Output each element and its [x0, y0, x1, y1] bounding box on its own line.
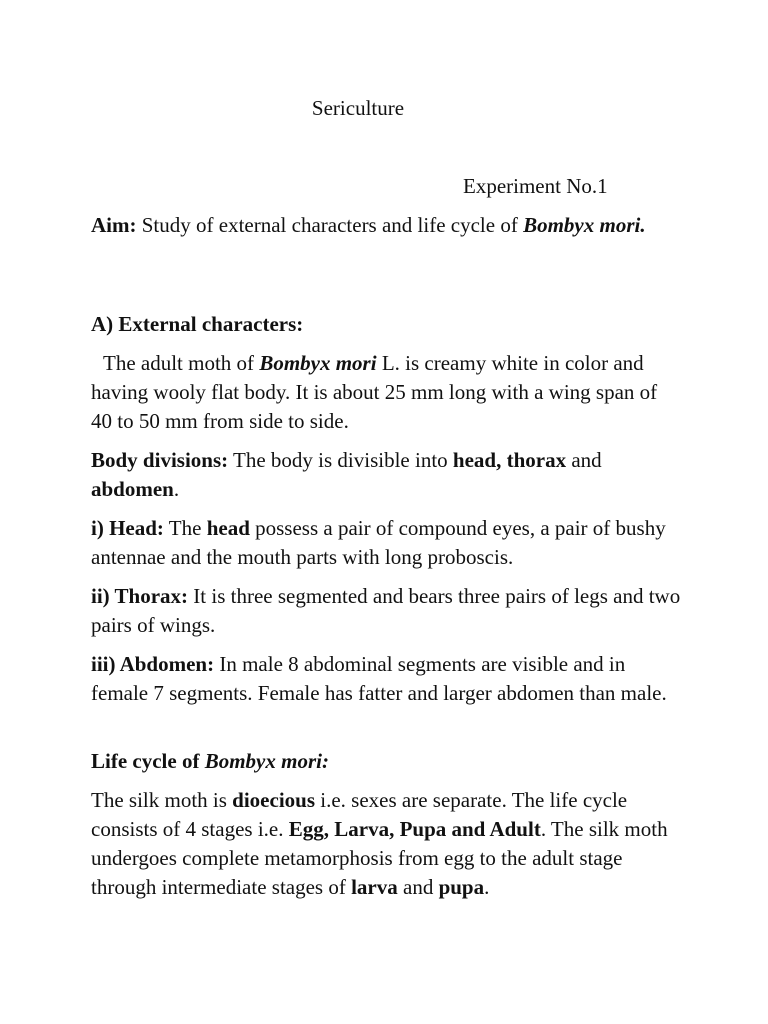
thorax-paragraph: ii) Thorax: It is three segmented and bears three pairs of legs and two pairs of wings. — [91, 584, 681, 637]
life-cycle-heading: Life cycle of Bombyx mori: — [91, 749, 329, 773]
intro-species: Bombyx mori — [259, 351, 377, 375]
life-cycle-species: Bombyx mori: — [204, 749, 329, 773]
head-label: i) Head: — [91, 516, 164, 540]
abdomen-paragraph: iii) Abdomen: In male 8 abdominal segments are visible and in female 7 segments. Female has fatter and larger abdomen than male. — [91, 652, 667, 705]
document-title: Sericulture — [311, 96, 405, 120]
body-divisions-paragraph: Body divisions: The body is divisible into head, thorax and abdomen. — [91, 448, 602, 501]
thorax-label: ii) Thorax: — [91, 584, 189, 608]
body-divisions-label: Body divisions: — [91, 448, 229, 472]
intro-paragraph: The adult moth of Bombyx mori L. is creamy white in color and having wooly flat body. It is about 25 mm long with a wing span of 40 to 50 mm from side to side. — [91, 351, 658, 433]
aim-text: Study of external characters and life cycle of — [136, 213, 524, 237]
section-a-heading: A) External characters: — [91, 312, 304, 336]
abdomen-label: iii) Abdomen: — [91, 652, 215, 676]
aim-paragraph — [91, 211, 681, 240]
life-cycle-paragraph: The silk moth is dioecious i.e. sexes are separate. The life cycle consists of 4 stages i.e. Egg, Larva, Pupa and Adult. The silk moth undergoes complete metamorphosis from egg to the adult stage through intermediate stages of larva and pupa. — [91, 788, 668, 899]
aim-species: Bombyx mori. — [523, 213, 646, 237]
experiment-number: Experiment No.1 — [463, 174, 608, 198]
aim-label: Aim: — [91, 213, 137, 237]
head-paragraph: i) Head: The head possess a pair of compound eyes, a pair of bushy antennae and the mouth parts with long proboscis. — [91, 516, 666, 569]
